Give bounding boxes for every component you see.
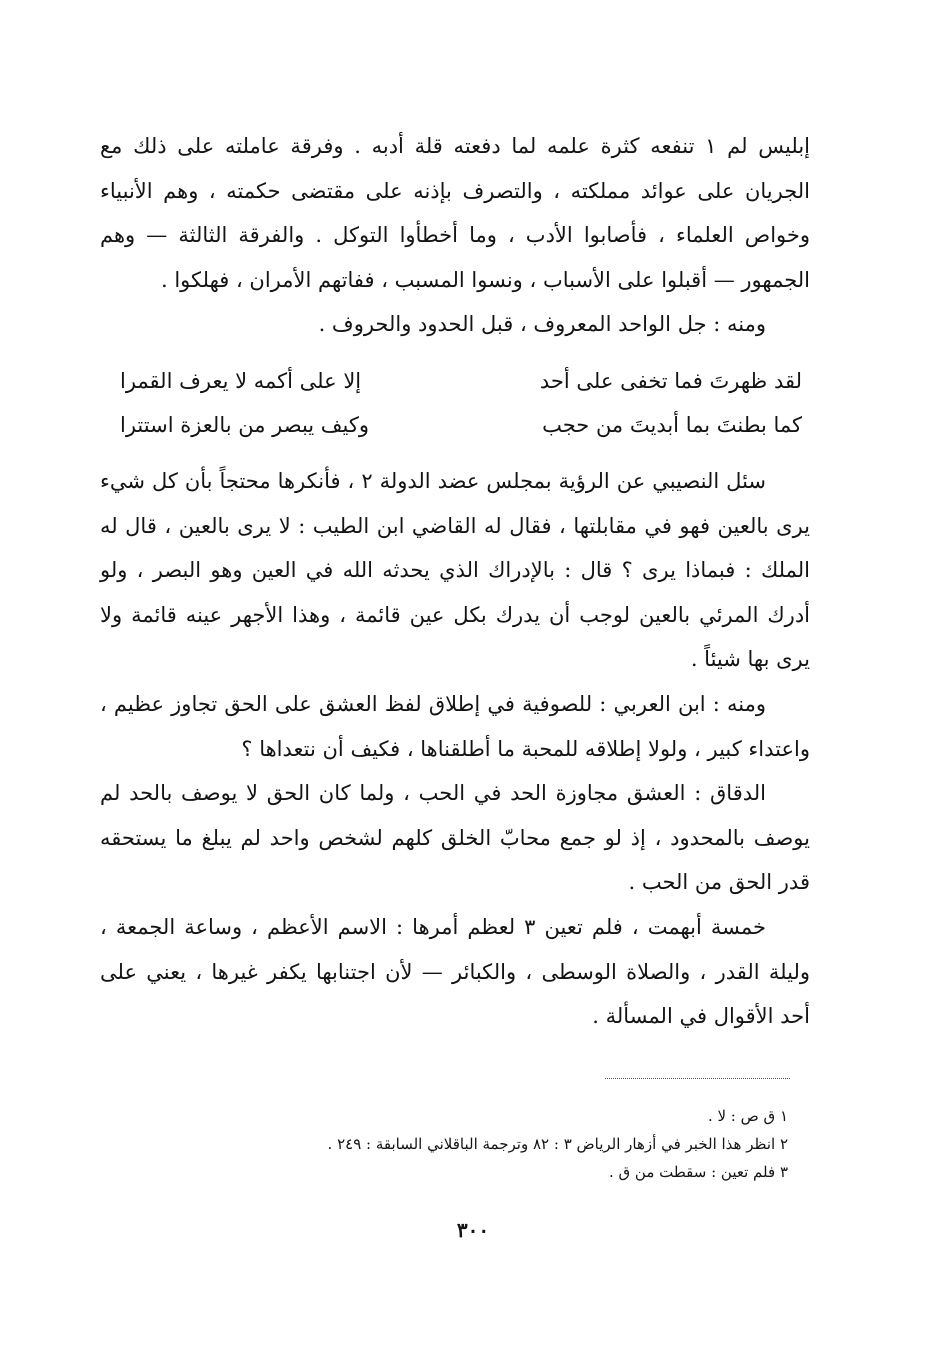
- poem: [100, 359, 810, 447]
- page-number: ٣٠٠: [456, 1218, 490, 1242]
- verse-line: [100, 403, 810, 447]
- footnote: ١ ق ص : لا .: [707, 1107, 788, 1125]
- main-text: [100, 124, 810, 1039]
- footnote: ٢ انظر هذا الخبر في أزهار الرياض ٣ : ٨٢ وترجمة الباقلاني السابقة : ٢٤٩ .: [327, 1135, 788, 1153]
- paragraph: سئل النصيبي عن الرؤية بمجلس عضد الدولة ٢ ، فأنكرها محتجاً بأن كل شيء يرى بالعين فهو في مقابلتها ، فقال له القاضي ابن الطيب : لا يرى بالعين ، قال له الملك : فبماذا يرى ؟ قال : بالإدراك الذي يحدثه الله في العين وهو البصر ، ولو أدرك المرئي بالعين لوجب أن يدرك بكل عين قائمة ، وهذا الأجهر عينه قائمة ولا يرى بها شيئاً .: [100, 468, 810, 672]
- paragraph: إبليس لم ١ تنفعه كثرة علمه لما دفعته قلة أدبه . وفرقة عاملته على ذلك مع الجريان على عوائد مملكته ، والتصرف بإذنه على مقتضى حكمته ، وهم الأنبياء وخواص العلماء ، فأصابوا الأدب ، وما أخطأوا التوكل . والفرقة الثالثة — وهم الجمهور — أقبلوا على الأسباب ، ونسوا المسبب ، ففاتهم الأمران ، فهلكوا .: [100, 134, 810, 292]
- footnote-divider: [605, 1078, 790, 1079]
- footnotes: [100, 1102, 788, 1186]
- hemistich-first: كما بطنتَ بما أبديتَ من حجب: [542, 412, 802, 437]
- hemistich-second: وكيف يبصر من بالعزة استترا: [120, 412, 370, 437]
- paragraph: الدقاق : العشق مجاوزة الحد في الحب ، ولما كان الحق لا يوصف بالحد لم يوصف بالمحدود ، إذ لو جمع محابّ الخلق كلهم لشخص واحد لم يبلغ ما يستحقه قدر الحق من الحب .: [100, 781, 810, 895]
- hemistich-second: إلا على أكمه لا يعرف القمرا: [120, 368, 362, 393]
- footnote: ٣ فلم تعين : سقطت من ق .: [608, 1163, 788, 1181]
- hemistich-first: لقد ظهرتَ فما تخفى على أحد: [539, 368, 802, 393]
- verse-line: [100, 359, 810, 403]
- paragraph: ومنه : ابن العربي : للصوفية في إطلاق لفظ العشق على الحق تجاوز عظيم ، واعتداء كبير ، ولولا إطلاقه للمحبة ما أطلقناها ، فكيف أن نتعداها ؟: [100, 691, 810, 761]
- paragraph: ومنه : جل الواحد المعروف ، قبل الحدود والحروف .: [318, 312, 766, 337]
- paragraph: خمسة أبهمت ، فلم تعين ٣ لعظم أمرها : الاسم الأعظم ، وساعة الجمعة ، وليلة القدر ، والصلاة الوسطى ، والكبائر — لأن اجتنابها يكفر غيرها ، يعني على أحد الأقوال في المسألة .: [100, 914, 810, 1029]
